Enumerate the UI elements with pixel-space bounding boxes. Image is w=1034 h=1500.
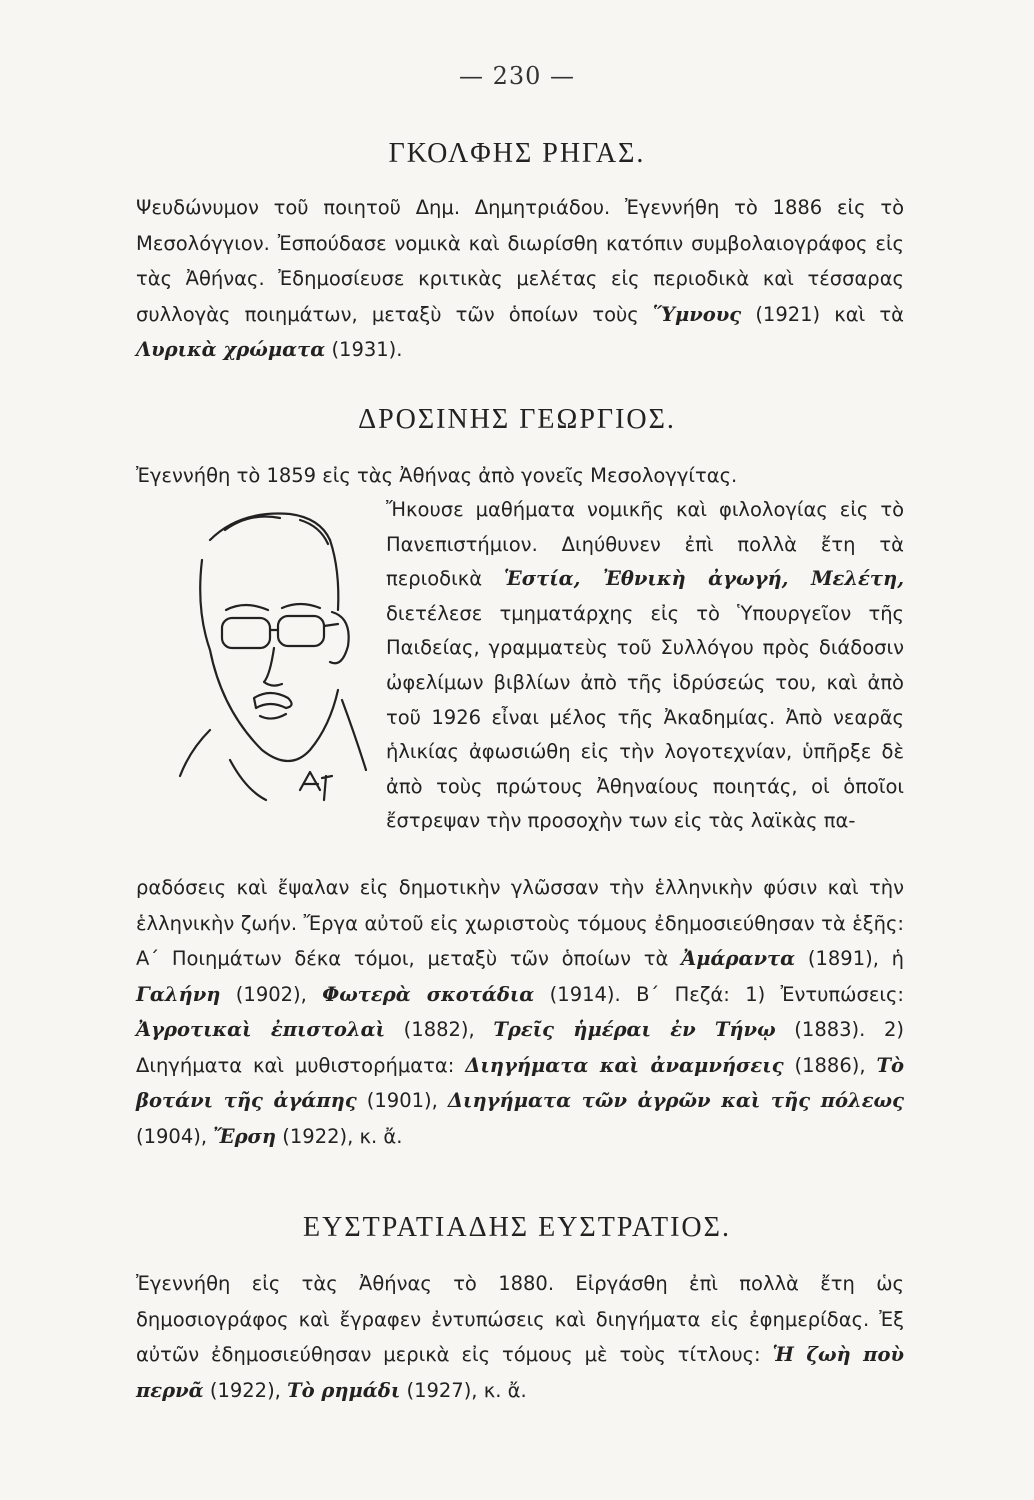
entry-wrapped-text-drosinis <box>386 493 904 839</box>
text-segment: διετέλεσε τμηματάρχης εἰς τὸ Ὑπουργεῖον τῆς Παιδείας, γραμματεὺς τοῦ Συλλόγου πρὸς διάδοσιν ὠφελίμων βιβλίων ἀπὸ τῆς ἱδρύσεώς του, καὶ ἀπὸ τοῦ 1926 εἶναι μέλος τῆς Ἀκαδημίας. Ἀπὸ νεαρᾶς ἡλικίας ἀφωσιώθη εἰς τὴν λογοτεχνίαν, ὑπῆρξε δὲ ἀπὸ τοὺς πρώτους Ἀθηναίους ποιητάς, οἱ ὁποῖοι ἔστρεψαν τὴν προσοχὴν των εἰς τὰς λαϊκὰς πα- <box>386 601 904 833</box>
text-segment: ραδόσεις καὶ ἔψαλαν εἰς δημοτικὴν γλῶσσαν τὴν ἑλληνικὴν φύσιν καὶ τὴν ἑλληνικὴν ζωήν. Ἔργα αὐτοῦ εἰς χωριστοὺς τόμους ἐδημοσιεύθησαν τὰ ἑξῆς: Α΄ Ποιημάτων δέκα τόμοι, μεταξὺ τῶν ὁποίων τὰ <box>136 876 904 970</box>
work-title: Ἑστία, Ἐθνικὴ ἀγωγή, Μελέτη, <box>504 567 905 591</box>
entry-text-golfis <box>136 190 904 368</box>
text-segment: (1931). <box>325 338 403 361</box>
work-title: Ὕμνους <box>652 302 742 326</box>
text-segment: Ἐγεννήθη εἰς τὰς Ἀθήνας τὸ 1880. Εἰργάσθη ἐπὶ πολλὰ ἔτη ὡς δημοσιογράφος καὶ ἔγραφεν ἐντυπώσεις καὶ διηγήματα εἰς ἐφημερίδας. Ἐξ αὐτῶν ἐδημοσιεύθησαν μερικὰ εἰς τόμους μὲ τοὺς τίτλους: <box>136 1272 904 1366</box>
text-segment: (1901), <box>356 1089 448 1112</box>
text-segment: Ψευδώνυμον τοῦ ποιητοῦ Δημ. Δημητριάδου. Ἐγεννήθη τὸ 1886 εἰς τὸ Μεσολόγγιον. Ἐσπούδασε νομικὰ καὶ διωρίσθη κατόπιν συμβολαιογράφος εἰς τὰς Ἀθήνας. Ἐδημοσίευσε κριτικὰς μελέτας εἰς περιοδικὰ καὶ τέσσαρας συλλογὰς ποιημάτων, μεταξὺ τῶν ὁποίων τοὺς <box>136 196 904 326</box>
work-title: Ἀμάραντα <box>681 947 796 970</box>
work-title: Γαλήνη <box>136 982 221 1006</box>
entry-text-efstratiadis <box>136 1266 904 1408</box>
text-segment: (1886), <box>783 1053 877 1077</box>
entry-heading-efstratiadis: ΕΥΣΤΡΑΤΙΑΔΗΣ ΕΥΣΤΡΑΤΙΟΣ. <box>303 1212 731 1243</box>
text-segment: (1882), <box>385 1018 494 1041</box>
portrait-sketch <box>170 500 380 830</box>
work-title: Διηγήματα καὶ ἀναμνήσεις <box>465 1053 784 1077</box>
text-segment: (1914). Β΄ Πεζά: 1) Ἐντυπώσεις: <box>534 982 904 1006</box>
work-title: Ἡ ζωὴ ποὺ περνᾶ <box>136 1343 904 1402</box>
work-title: Διηγήματα τῶν ἀγρῶν καὶ τῆς πόλεως <box>447 1089 904 1112</box>
text-segment: (1883). 2) Διηγήματα καὶ μυθιστορήματα: <box>136 1018 905 1077</box>
work-title: Λυρικὰ χρώματα <box>136 338 326 361</box>
entry-heading-golfis: ΓΚΟΛΦΗΣ ΡΗΓΑΣ. <box>388 138 646 169</box>
page-number: — 230 — <box>458 62 576 90</box>
text-segment: (1922), <box>203 1378 288 1402</box>
entry-text-drosinis <box>136 870 904 1154</box>
work-title: Τὸ βοτάνι τῆς ἀγάπης <box>136 1053 905 1112</box>
text-segment: (1902), <box>220 982 323 1006</box>
text-segment: (1891), ἡ <box>795 947 905 970</box>
text-segment: Ἤκουσε μαθήματα νομικῆς καὶ φιλολογίας εἰς τὸ Πανεπιστήμιον. Διηύθυνεν ἐπὶ πολλὰ ἔτη τὰ περιοδικὰ <box>386 498 904 591</box>
work-title: Τρεῖς ἡμέραι ἐν Τήνῳ <box>493 1018 776 1041</box>
entry-heading-drosinis: ΔΡΟΣΙΝΗΣ ΓΕΩΡΓΙΟΣ. <box>358 404 676 435</box>
text-segment: (1922), κ. ἄ. <box>276 1124 403 1148</box>
work-title: Τὸ ρημάδι <box>287 1378 401 1402</box>
entry-first-line-drosinis: Ἐγεννήθη τὸ 1859 εἰς τὰς Ἀθήνας ἀπὸ γονεῖς Μεσολογγίτας. <box>136 464 738 487</box>
text-segment: (1921) καὶ τὰ <box>741 302 904 326</box>
text-segment: (1904), <box>136 1124 214 1148</box>
text-segment: (1927), κ. ἄ. <box>400 1378 527 1402</box>
work-title: Ἀγροτικαὶ ἐπιστολαὶ <box>136 1018 386 1041</box>
work-title: Φωτερὰ σκοτάδια <box>322 982 535 1006</box>
work-title: Ἔρση <box>213 1124 277 1148</box>
